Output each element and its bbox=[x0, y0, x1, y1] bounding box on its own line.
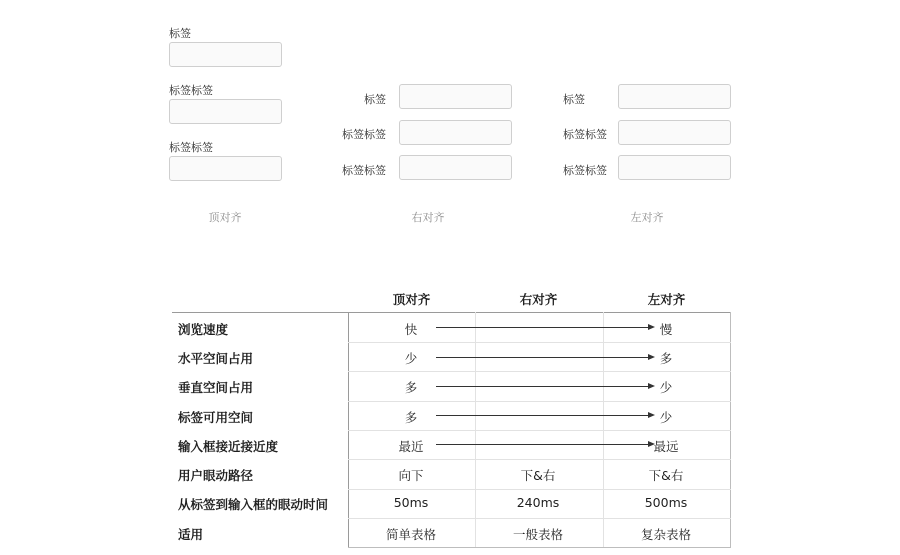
cell-top-horizontal-space: 少 bbox=[404, 351, 418, 366]
arrow-line-2 bbox=[436, 357, 649, 358]
left-input-1[interactable] bbox=[618, 84, 731, 109]
top-input-2[interactable] bbox=[169, 99, 282, 124]
row-label-eye-path: 用户眼动路径 bbox=[178, 468, 254, 483]
left-label-2: 标签标签 bbox=[563, 128, 607, 141]
arrow-line-3 bbox=[436, 386, 649, 387]
right-label-2: 标签标签 bbox=[342, 128, 386, 141]
row-label-eye-time: 从标签到输入框的眼动时间 bbox=[178, 497, 329, 512]
right-label-1: 标签 bbox=[364, 93, 386, 106]
top-input-3[interactable] bbox=[169, 156, 282, 181]
cell-left-input-proximity: 最远 bbox=[653, 439, 679, 454]
right-input-3[interactable] bbox=[399, 155, 512, 180]
arrow-line-1 bbox=[436, 327, 649, 328]
left-input-3[interactable] bbox=[618, 155, 731, 180]
row-label-browse-speed: 浏览速度 bbox=[178, 322, 229, 337]
cell-right-suitable: 一般表格 bbox=[512, 527, 563, 542]
row-label-label-space: 标签可用空间 bbox=[178, 410, 254, 425]
right-label-3: 标签标签 bbox=[342, 164, 386, 177]
col-header-left: 左对齐 bbox=[647, 292, 686, 307]
arrow-line-4 bbox=[436, 415, 649, 416]
cell-left-browse-speed: 慢 bbox=[659, 322, 673, 337]
cell-left-suitable: 复杂表格 bbox=[640, 527, 691, 542]
row-label-vertical-space: 垂直空间占用 bbox=[178, 380, 254, 395]
cell-top-suitable: 简单表格 bbox=[385, 527, 436, 542]
cell-top-eye-path: 向下 bbox=[398, 468, 424, 483]
col-header-right: 右对齐 bbox=[519, 292, 558, 307]
right-input-2[interactable] bbox=[399, 120, 512, 145]
top-aligned-caption: 顶对齐 bbox=[208, 211, 242, 224]
cell-left-label-space: 少 bbox=[659, 410, 673, 425]
left-label-3: 标签标签 bbox=[563, 164, 607, 177]
cell-right-eye-path: 下&右 bbox=[520, 468, 556, 483]
cell-left-eye-path: 下&右 bbox=[648, 468, 684, 483]
right-input-1[interactable] bbox=[399, 84, 512, 109]
cell-top-label-space: 多 bbox=[404, 410, 418, 425]
cell-left-vertical-space: 少 bbox=[659, 380, 673, 395]
row-label-input-proximity: 输入框接近接近度 bbox=[178, 439, 279, 454]
cell-left-horizontal-space: 多 bbox=[659, 351, 673, 366]
cell-top-eye-time: 50ms bbox=[393, 495, 429, 510]
row-label-suitable: 适用 bbox=[178, 527, 204, 542]
left-input-2[interactable] bbox=[618, 120, 731, 145]
cell-left-eye-time: 500ms bbox=[644, 495, 688, 510]
left-aligned-caption: 左对齐 bbox=[630, 211, 664, 224]
top-input-1[interactable] bbox=[169, 42, 282, 67]
left-label-1: 标签 bbox=[563, 93, 585, 106]
row-label-horizontal-space: 水平空间占用 bbox=[178, 351, 254, 366]
cell-right-eye-time: 240ms bbox=[516, 495, 560, 510]
cell-top-input-proximity: 最近 bbox=[398, 439, 424, 454]
top-label-1: 标签 bbox=[169, 27, 191, 40]
cell-top-vertical-space: 多 bbox=[404, 380, 418, 395]
cell-top-browse-speed: 快 bbox=[404, 322, 418, 337]
arrow-line-5 bbox=[436, 444, 649, 445]
col-header-top: 顶对齐 bbox=[392, 292, 431, 307]
top-label-2: 标签标签 bbox=[169, 84, 213, 97]
right-aligned-caption: 右对齐 bbox=[411, 211, 445, 224]
top-label-3: 标签标签 bbox=[169, 141, 213, 154]
